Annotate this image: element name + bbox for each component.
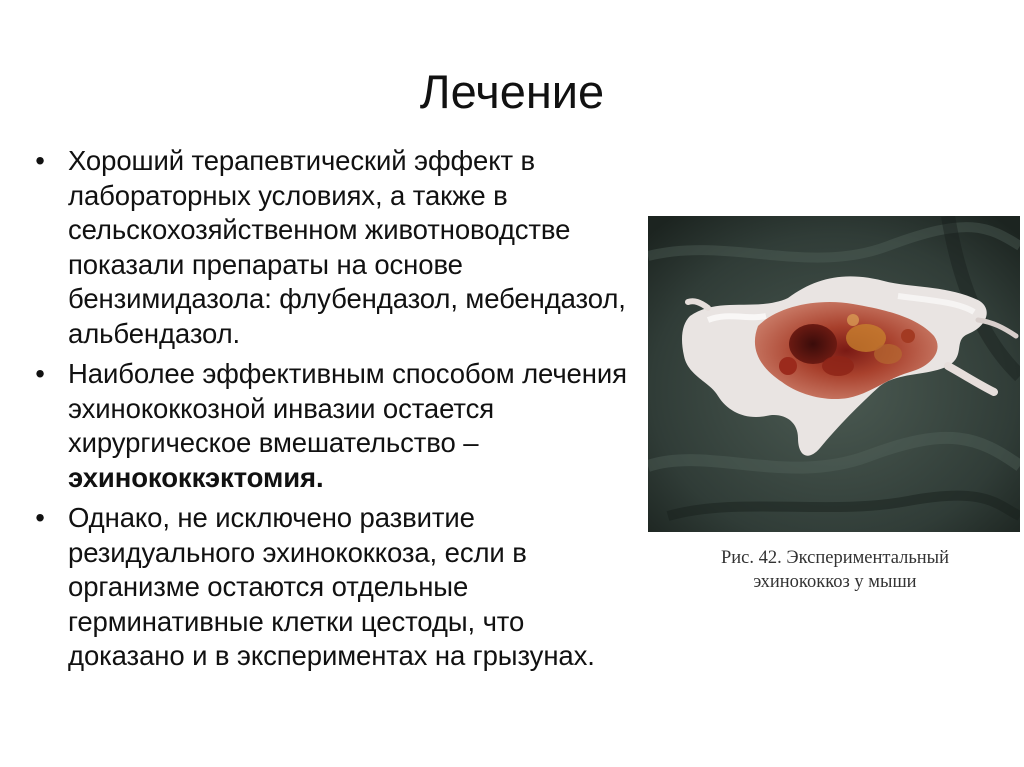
caption-line: Рис. 42. Экспериментальный [720,548,950,568]
bullet-item [28,144,643,351]
bullet-icon: • [35,502,45,533]
bullet-text: Наиболее эффективным способом лечения эхинококкозной инвазии остается хирургическое вмешательство – [68,358,627,458]
bullet-text: Однако, не исключено развитие резидуального эхинококкоза, если в организме остаются отдельные герминативные клетки цестоды, что доказано и в экспериментах на грызунах. [68,502,595,671]
figure-caption [646,546,1024,594]
bullet-emphasis: эхинококкэктомия. [68,461,324,493]
bullet-item [28,501,643,674]
specimen-photo-svg [648,216,1020,532]
bullet-text: Хороший терапевтический эффект в лабораторных условиях, а также в сельскохозяйственном животноводстве показали препараты на основе бензимидазола: флубендазол, мебендазол, альбендазол. [68,145,626,349]
mouse-specimen-photo [648,216,1020,532]
bullet-list [28,144,643,680]
bullet-icon: • [35,145,45,176]
caption-line: эхинококкоз у мыши [753,572,917,592]
slide-title: Лечение [419,65,605,118]
bullet-icon: • [35,358,45,389]
bullet-item [28,357,643,495]
